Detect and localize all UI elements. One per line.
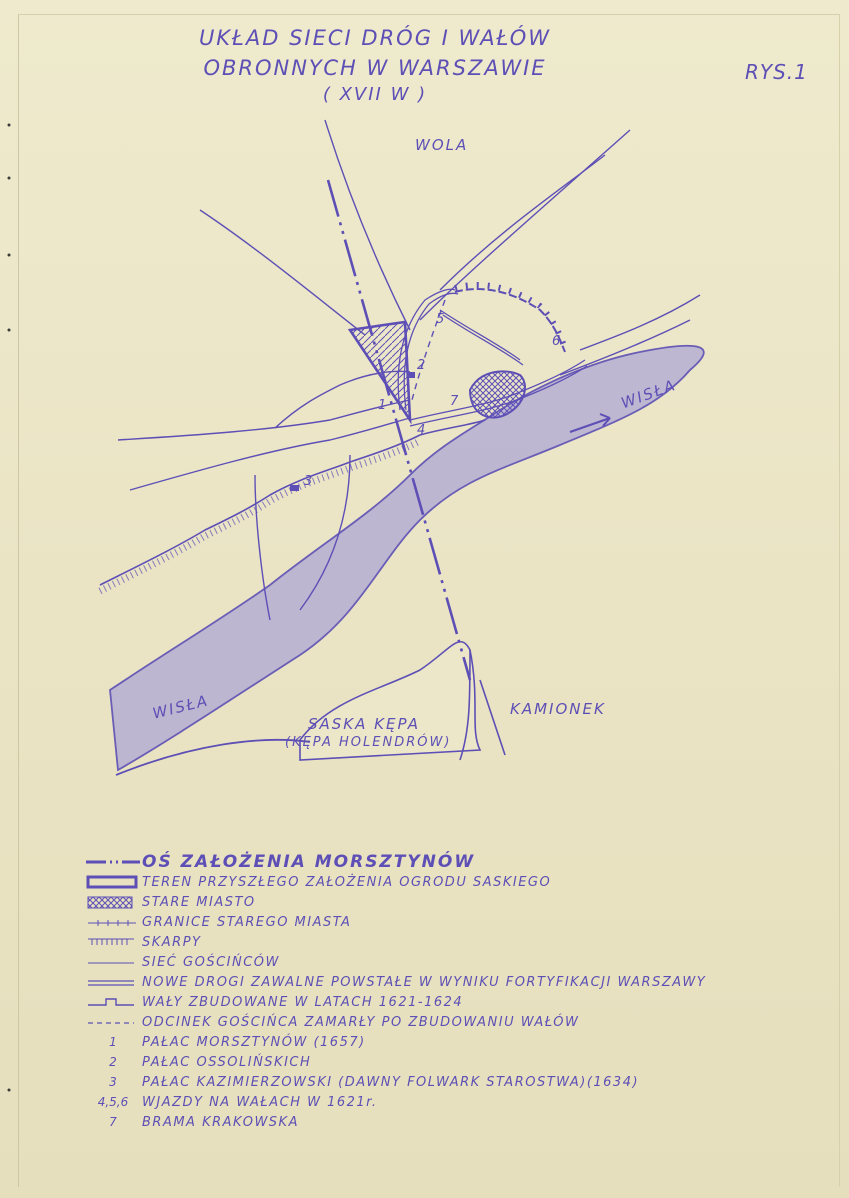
palace-3-marker [290,485,299,491]
legend-row [84,932,744,952]
map-title-line-3: ( XVII W ) [322,84,428,105]
legend-text: TEREN PRZYSZŁEGO ZAŁOŻENIA OGRODU SASKIEGO [142,874,552,890]
legend-row [84,1072,744,1092]
marker-3: 3 [304,474,313,489]
legend-text: PAŁAC KAZIMIERZOWSKI (DAWNY FOLWARK STAROSTWA)(1634) [142,1074,640,1090]
label-saska-kepa: SASKA KĘPA [308,715,421,733]
legend-row [84,972,744,992]
legend-symbol-ramparts [84,994,142,1010]
legend-symbol-number: 4,5,6 [97,1095,129,1109]
legend-text: BRAMA KRAKOWSKA [142,1114,299,1130]
legend-text: STARE MIASTO [142,894,256,910]
map-legend [84,852,744,1132]
legend-text: NOWE DROGI ZAWALNE POWSTAŁE W WYNIKU FORTYFIKACJI WARSZAWY [142,974,707,990]
label-kepa-holendrow: (KĘPA HOLENDRÓW) [285,735,452,750]
legend-row [84,1112,744,1132]
legend-row [84,1012,744,1032]
figure-number: RYS.1 [745,60,808,84]
legend-symbol-boundary [84,914,142,930]
legend-text: GRANICE STAREGO MIASTA [142,914,352,930]
legend-symbol-number: 1 [109,1035,117,1049]
legend-text: PAŁAC MORSZTYNÓW (1657) [142,1034,366,1050]
legend-symbol-axis [84,854,142,870]
legend-row [84,992,744,1012]
legend-symbol-escarpment [84,934,142,950]
label-wisla-west: WISŁA [150,691,211,723]
label-wola: WOLA [415,136,469,154]
legend-text: SIEĆ GOŚCIŃCÓW [142,954,280,970]
legend-row [84,1052,744,1072]
legend-row [84,892,744,912]
legend-symbol-number: 7 [109,1115,117,1129]
marker-2: 2 [417,358,426,373]
legend-text: SKARPY [142,934,202,950]
legend-row [84,852,744,872]
marker-6: 6 [552,334,561,349]
legend-row [84,1032,744,1052]
map-title-line-1: UKŁAD SIECI DRÓG I WAŁÓW [198,26,552,50]
legend-row [84,1092,744,1112]
legend-row [84,912,744,932]
legend-symbol-garden [84,874,142,890]
marker-7: 7 [450,394,459,409]
legend-symbol-old-town [84,894,142,910]
map-title-line-2: OBRONNYCH W WARSZAWIE [203,56,547,80]
legend-symbol-number: 3 [109,1075,117,1089]
palace-2-marker [408,372,415,378]
legend-text: OŚ ZAŁOŻENIA MORSZTYNÓW [142,852,476,872]
legend-text: PAŁAC OSSOLIŃSKICH [142,1054,312,1070]
ramparts-1621 [455,289,565,352]
marker-4: 4 [417,423,426,438]
legend-row [84,872,744,892]
label-kamionek: KAMIONEK [510,700,606,718]
legend-symbol-abandoned-road [84,1014,142,1030]
legend-text: WAŁY ZBUDOWANE W LATACH 1621-1624 [142,994,464,1010]
legend-symbol-roads [84,954,142,970]
marker-1: 1 [378,398,387,413]
legend-symbol-number: 2 [109,1055,117,1069]
marker-5: 5 [436,312,445,327]
label-wisla-east: WISŁA [618,375,679,413]
legend-symbol-new-roads [84,974,142,990]
legend-row [84,952,744,972]
legend-text: ODCINEK GOŚCIŃCA ZAMARŁY PO ZBUDOWANIU WAŁÓW [142,1014,580,1030]
legend-text: WJAZDY NA WAŁACH W 1621r. [142,1094,378,1110]
